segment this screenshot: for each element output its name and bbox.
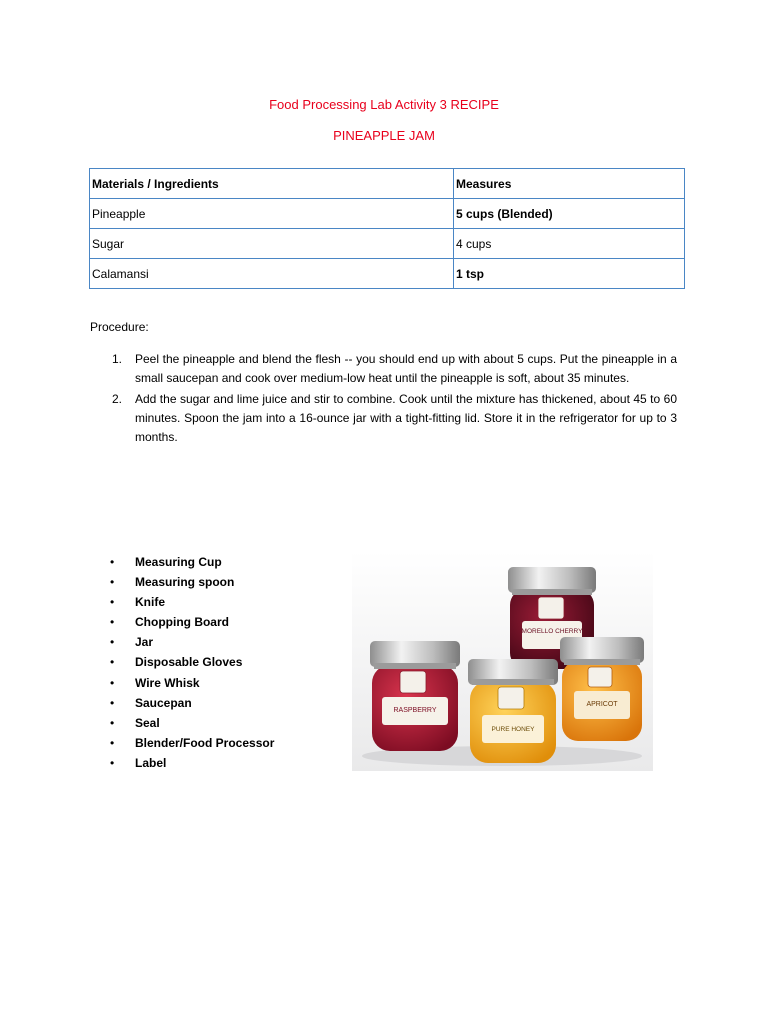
- tool-label: Blender/Food Processor: [135, 735, 275, 750]
- tool-label: Seal: [135, 715, 160, 730]
- tool-label: Measuring spoon: [135, 575, 235, 590]
- list-item: [110, 652, 274, 672]
- table-header-row: [90, 169, 685, 199]
- apricot-jar: [560, 637, 644, 741]
- list-item: [110, 572, 274, 592]
- tool-label: Chopping Board: [135, 615, 229, 630]
- document-subtitle: PINEAPPLE JAM: [333, 128, 435, 143]
- tool-label: Measuring Cup: [135, 555, 222, 569]
- step-text: Add the sugar and lime juice and stir to combine. Cook until the mixture has thickened, about 45 to 60 minutes. Spoon the jam into a 16-ounce jar with a tight-fitting lid. Store it in the refrigerator for up to 3 months.: [135, 392, 677, 444]
- step-text: Peel the pineapple and blend the flesh -- you should end up with about 5 cups. Put the pineapple in a small saucepan and cook over medium-low heat until the pineapple is soft, about 35 minutes.: [135, 352, 677, 385]
- raspberry-label: RASPBERRY: [393, 707, 437, 714]
- list-item: [110, 693, 274, 713]
- bullet-icon: •: [110, 635, 115, 650]
- table-row: [90, 229, 685, 259]
- bullet-icon: •: [110, 555, 115, 569]
- bullet-icon: •: [110, 655, 115, 670]
- measure-cell: 4 cups: [454, 229, 685, 259]
- list-item: [110, 632, 274, 652]
- ingredients-table: [89, 168, 685, 289]
- tool-label: Knife: [135, 595, 165, 610]
- bullet-icon: •: [110, 615, 115, 630]
- procedure-step: [90, 350, 677, 388]
- bullet-icon: •: [110, 595, 115, 610]
- list-item: [110, 673, 274, 693]
- bullet-icon: •: [110, 575, 115, 590]
- step-number: 1.: [112, 352, 123, 366]
- tool-label: Wire Whisk: [135, 675, 200, 690]
- bullet-icon: •: [110, 675, 115, 690]
- document-title: Food Processing Lab Activity 3 RECIPE: [269, 97, 499, 112]
- bullet-icon: •: [110, 735, 115, 750]
- step-number: 2.: [112, 392, 123, 406]
- honey-jar: [468, 659, 558, 763]
- bullet-icon: •: [110, 695, 115, 710]
- header-materials: Materials / Ingredients: [90, 169, 454, 199]
- measure-cell: 1 tsp: [454, 259, 685, 289]
- tool-label: Jar: [135, 635, 154, 650]
- table-row: [90, 199, 685, 229]
- bullet-icon: •: [110, 755, 115, 770]
- measure-cell: 5 cups (Blended): [454, 199, 685, 229]
- list-item: [110, 713, 274, 733]
- procedure-step: [90, 390, 677, 447]
- list-item: [110, 753, 274, 773]
- ingredient-cell: Sugar: [90, 229, 454, 259]
- honey-label: PURE HONEY: [491, 726, 535, 733]
- cherry-label: MORELLO CHERRY: [521, 628, 583, 635]
- ingredient-cell: Pineapple: [90, 199, 454, 229]
- procedure-label: Procedure:: [90, 320, 149, 334]
- list-item: [110, 733, 274, 753]
- procedure-steps: [90, 350, 677, 449]
- list-item: [110, 592, 274, 612]
- bullet-icon: •: [110, 715, 115, 730]
- ingredient-cell: Calamansi: [90, 259, 454, 289]
- table-row: [90, 259, 685, 289]
- list-item: [110, 552, 274, 572]
- tool-label: Disposable Gloves: [135, 655, 243, 670]
- list-item: [110, 612, 274, 632]
- jam-jars-photo: [352, 551, 653, 771]
- tools-list: [110, 552, 274, 773]
- raspberry-jar: [370, 641, 460, 751]
- tool-label: Label: [135, 755, 167, 770]
- apricot-label: APRICOT: [586, 701, 618, 708]
- tool-label: Saucepan: [135, 695, 192, 710]
- header-measures: Measures: [454, 169, 685, 199]
